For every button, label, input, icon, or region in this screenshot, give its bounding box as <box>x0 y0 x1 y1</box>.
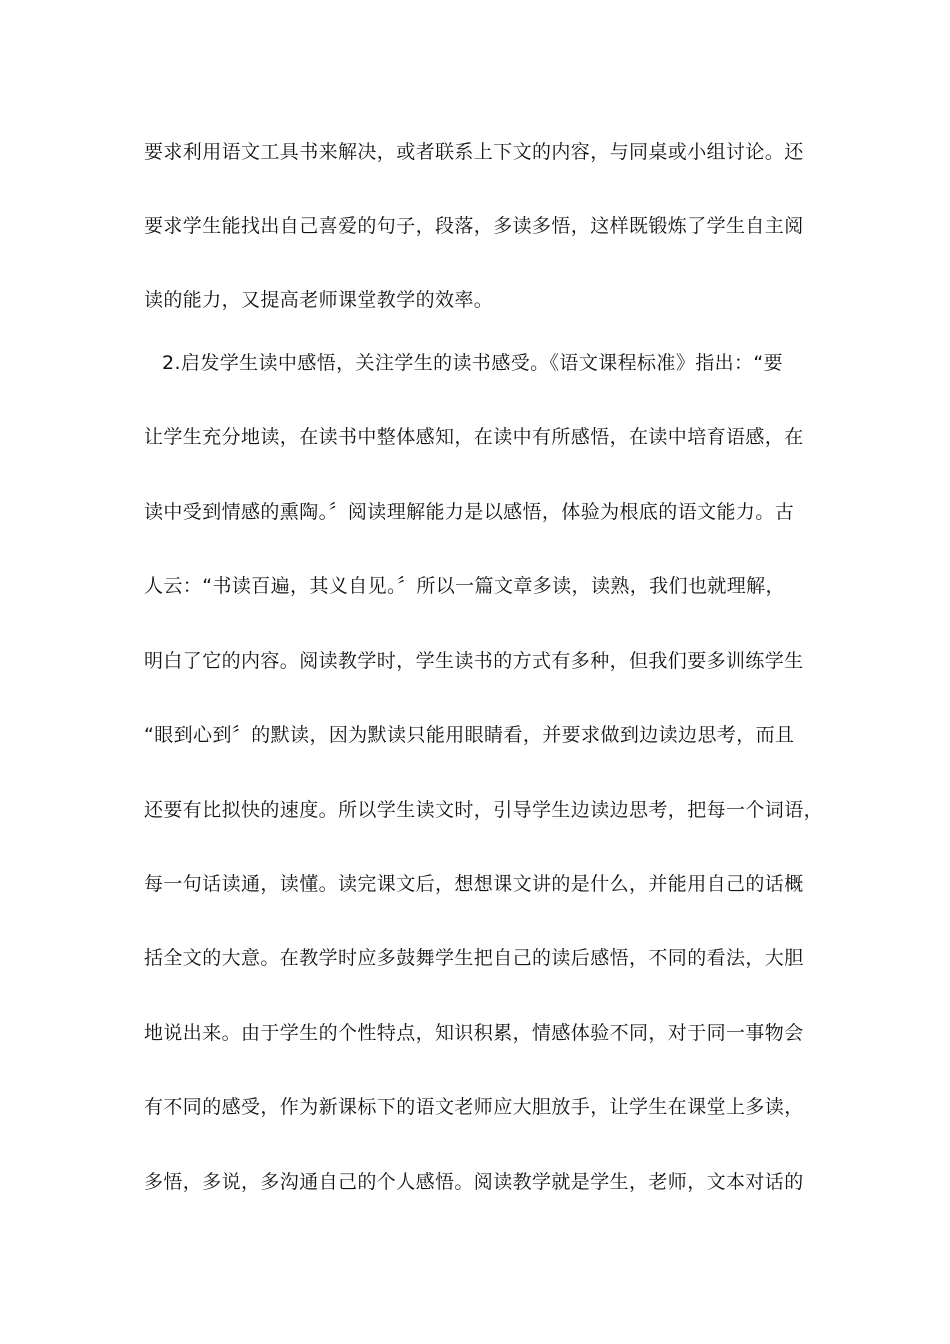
text-line: 读的能力，又提高老师课堂教学的效率。 <box>144 289 494 311</box>
numbered-paragraph-start: 2.启发学生读中感悟，关注学生的读书感受。《语文课程标准》指出：“要 <box>162 352 784 374</box>
text-line: 地说出来。由于学生的个性特点，知识积累，情感体验不同，对于同一事物会 <box>144 1022 804 1044</box>
text-line: 多悟，多说，多沟通自己的个人感悟。阅读教学就是学生，老师，文本对话的 <box>144 1171 804 1193</box>
text-line: 要求学生能找出自己喜爱的句子，段落，多读多悟，这样既锻炼了学生自主阅 <box>144 215 804 237</box>
text-line: “眼到心到〞的默读，因为默读只能用眼睛看，并要求做到边读边思考，而且 <box>144 724 795 746</box>
text-line: 读中受到情感的熏陶。〞阅读理解能力是以感悟，体验为根底的语文能力。古 <box>144 501 795 523</box>
text-line: 有不同的感受，作为新课标下的语文老师应大胆放手，让学生在课堂上多读， <box>144 1096 804 1118</box>
text-line: 人云：“书读百遍，其义自见。〞所以一篇文章多读，读熟，我们也就理解， <box>144 575 785 597</box>
text-line: 还要有比拟快的速度。所以学生读文时，引导学生边读边思考，把每一个词语， <box>144 799 824 821</box>
text-line: 要求利用语文工具书来解决，或者联系上下文的内容，与同桌或小组讨论。还 <box>144 141 804 163</box>
text-line: 让学生充分地读，在读书中整体感知，在读中有所感悟，在读中培育语感，在 <box>144 426 804 448</box>
text-line: 括全文的大意。在教学时应多鼓舞学生把自己的读后感悟，不同的看法，大胆 <box>144 947 804 969</box>
text-line: 明白了它的内容。阅读教学时，学生读书的方式有多种，但我们要多训练学生 <box>144 650 804 672</box>
text-line: 每一句话读通，读懂。读完课文后，想想课文讲的是什么，并能用自己的话概 <box>144 873 804 895</box>
